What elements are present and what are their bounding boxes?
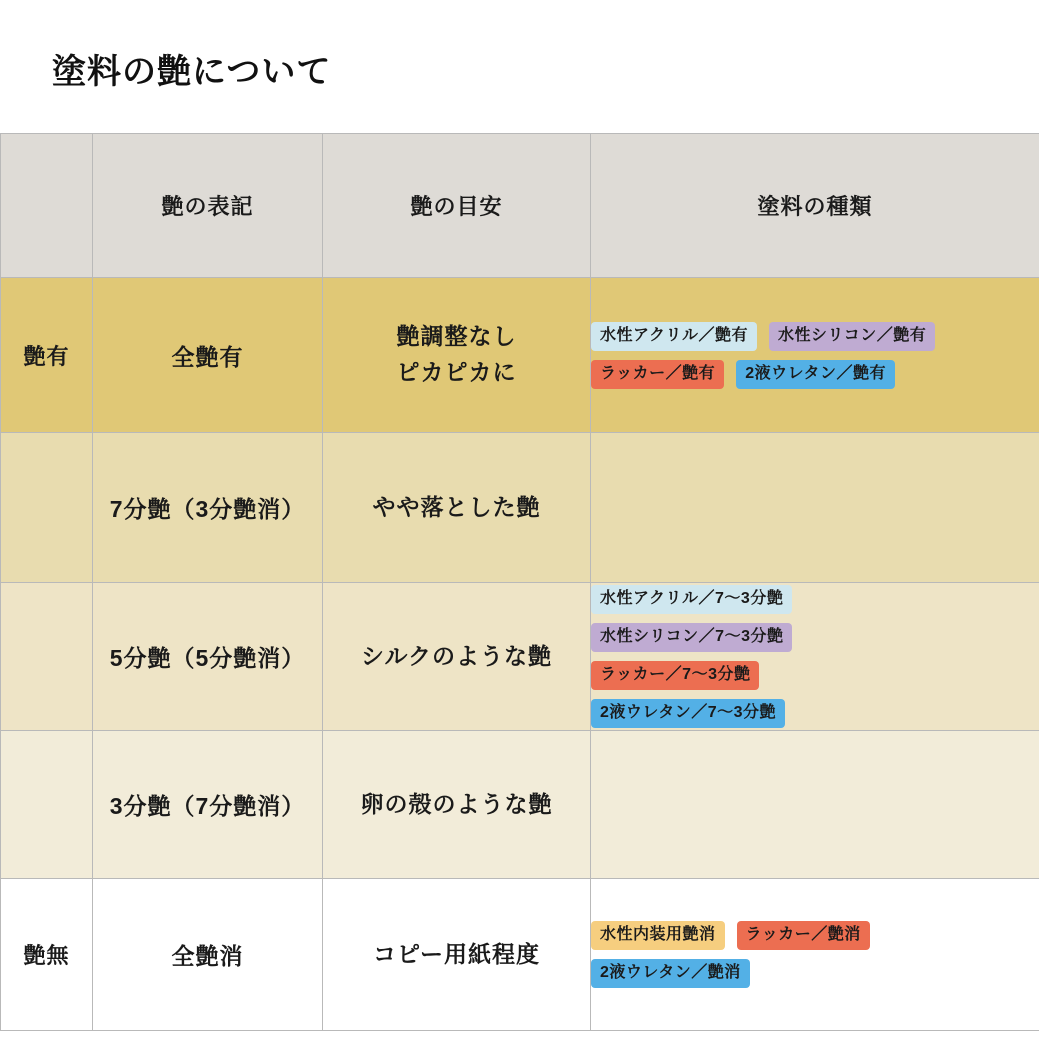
row-guide-line-2: ピカピカに <box>396 359 517 385</box>
row-notation-label: 全艶消 <box>93 879 323 1031</box>
row-types-cell <box>591 731 1039 879</box>
paint-tag: 水性アクリル／7〜3分艶 <box>591 585 792 614</box>
table-row <box>1 879 1039 1031</box>
row-guide-line-1: 艶調整なし <box>396 323 517 350</box>
row-types-cell <box>591 583 1039 731</box>
paint-tag: ラッカー／7〜3分艶 <box>591 661 759 690</box>
row-guide-label <box>323 278 591 433</box>
row-guide-label: 卵の殻のような艶 <box>323 731 591 879</box>
row-types-cell <box>591 278 1039 433</box>
paint-tag: ラッカー／艶有 <box>591 360 724 389</box>
row-group-label <box>1 583 93 731</box>
row-notation-label: 5分艶（5分艶消） <box>93 583 323 731</box>
paint-tag: ラッカー／艶消 <box>737 921 870 950</box>
column-header-guide: 艶の目安 <box>323 134 591 278</box>
table-body <box>1 278 1039 1031</box>
table-header-row <box>1 134 1039 278</box>
column-header-blank <box>1 134 93 278</box>
paint-tag-group <box>591 921 1023 988</box>
row-types-cell <box>591 433 1039 583</box>
table-row <box>1 583 1039 731</box>
paint-tag-group <box>591 322 1023 389</box>
column-header-notation: 艶の表記 <box>93 134 323 278</box>
row-guide-label: やや落とした艶 <box>323 433 591 583</box>
paint-tag-group <box>591 585 1039 728</box>
page-title: 塗料の艶について <box>52 53 332 91</box>
paint-tag: 水性シリコン／7〜3分艶 <box>591 623 792 652</box>
row-types-cell <box>591 879 1039 1031</box>
table-row <box>1 278 1039 433</box>
row-notation-label: 3分艶（7分艶消） <box>93 731 323 879</box>
paint-tag: 水性アクリル／艶有 <box>591 322 757 351</box>
paint-tag: 水性シリコン／艶有 <box>769 322 935 351</box>
row-group-label: 艶有 <box>1 278 93 433</box>
table-row <box>1 433 1039 583</box>
row-notation-label: 7分艶（3分艶消） <box>93 433 323 583</box>
row-notation-label: 全艶有 <box>93 278 323 433</box>
row-guide-label: コピー用紙程度 <box>323 879 591 1031</box>
paint-tag: 水性内装用艶消 <box>591 921 725 950</box>
row-guide-label: シルクのような艶 <box>323 583 591 731</box>
table-row <box>1 731 1039 879</box>
row-group-label <box>1 433 93 583</box>
row-group-label <box>1 731 93 879</box>
paint-tag: 2液ウレタン／艶消 <box>591 959 750 988</box>
gloss-table <box>0 133 1039 1031</box>
paint-tag: 2液ウレタン／艶有 <box>736 360 895 389</box>
row-group-label: 艶無 <box>1 879 93 1031</box>
column-header-types: 塗料の種類 <box>591 134 1039 278</box>
table-header <box>1 134 1039 278</box>
paint-tag: 2液ウレタン／7〜3分艶 <box>591 699 785 728</box>
